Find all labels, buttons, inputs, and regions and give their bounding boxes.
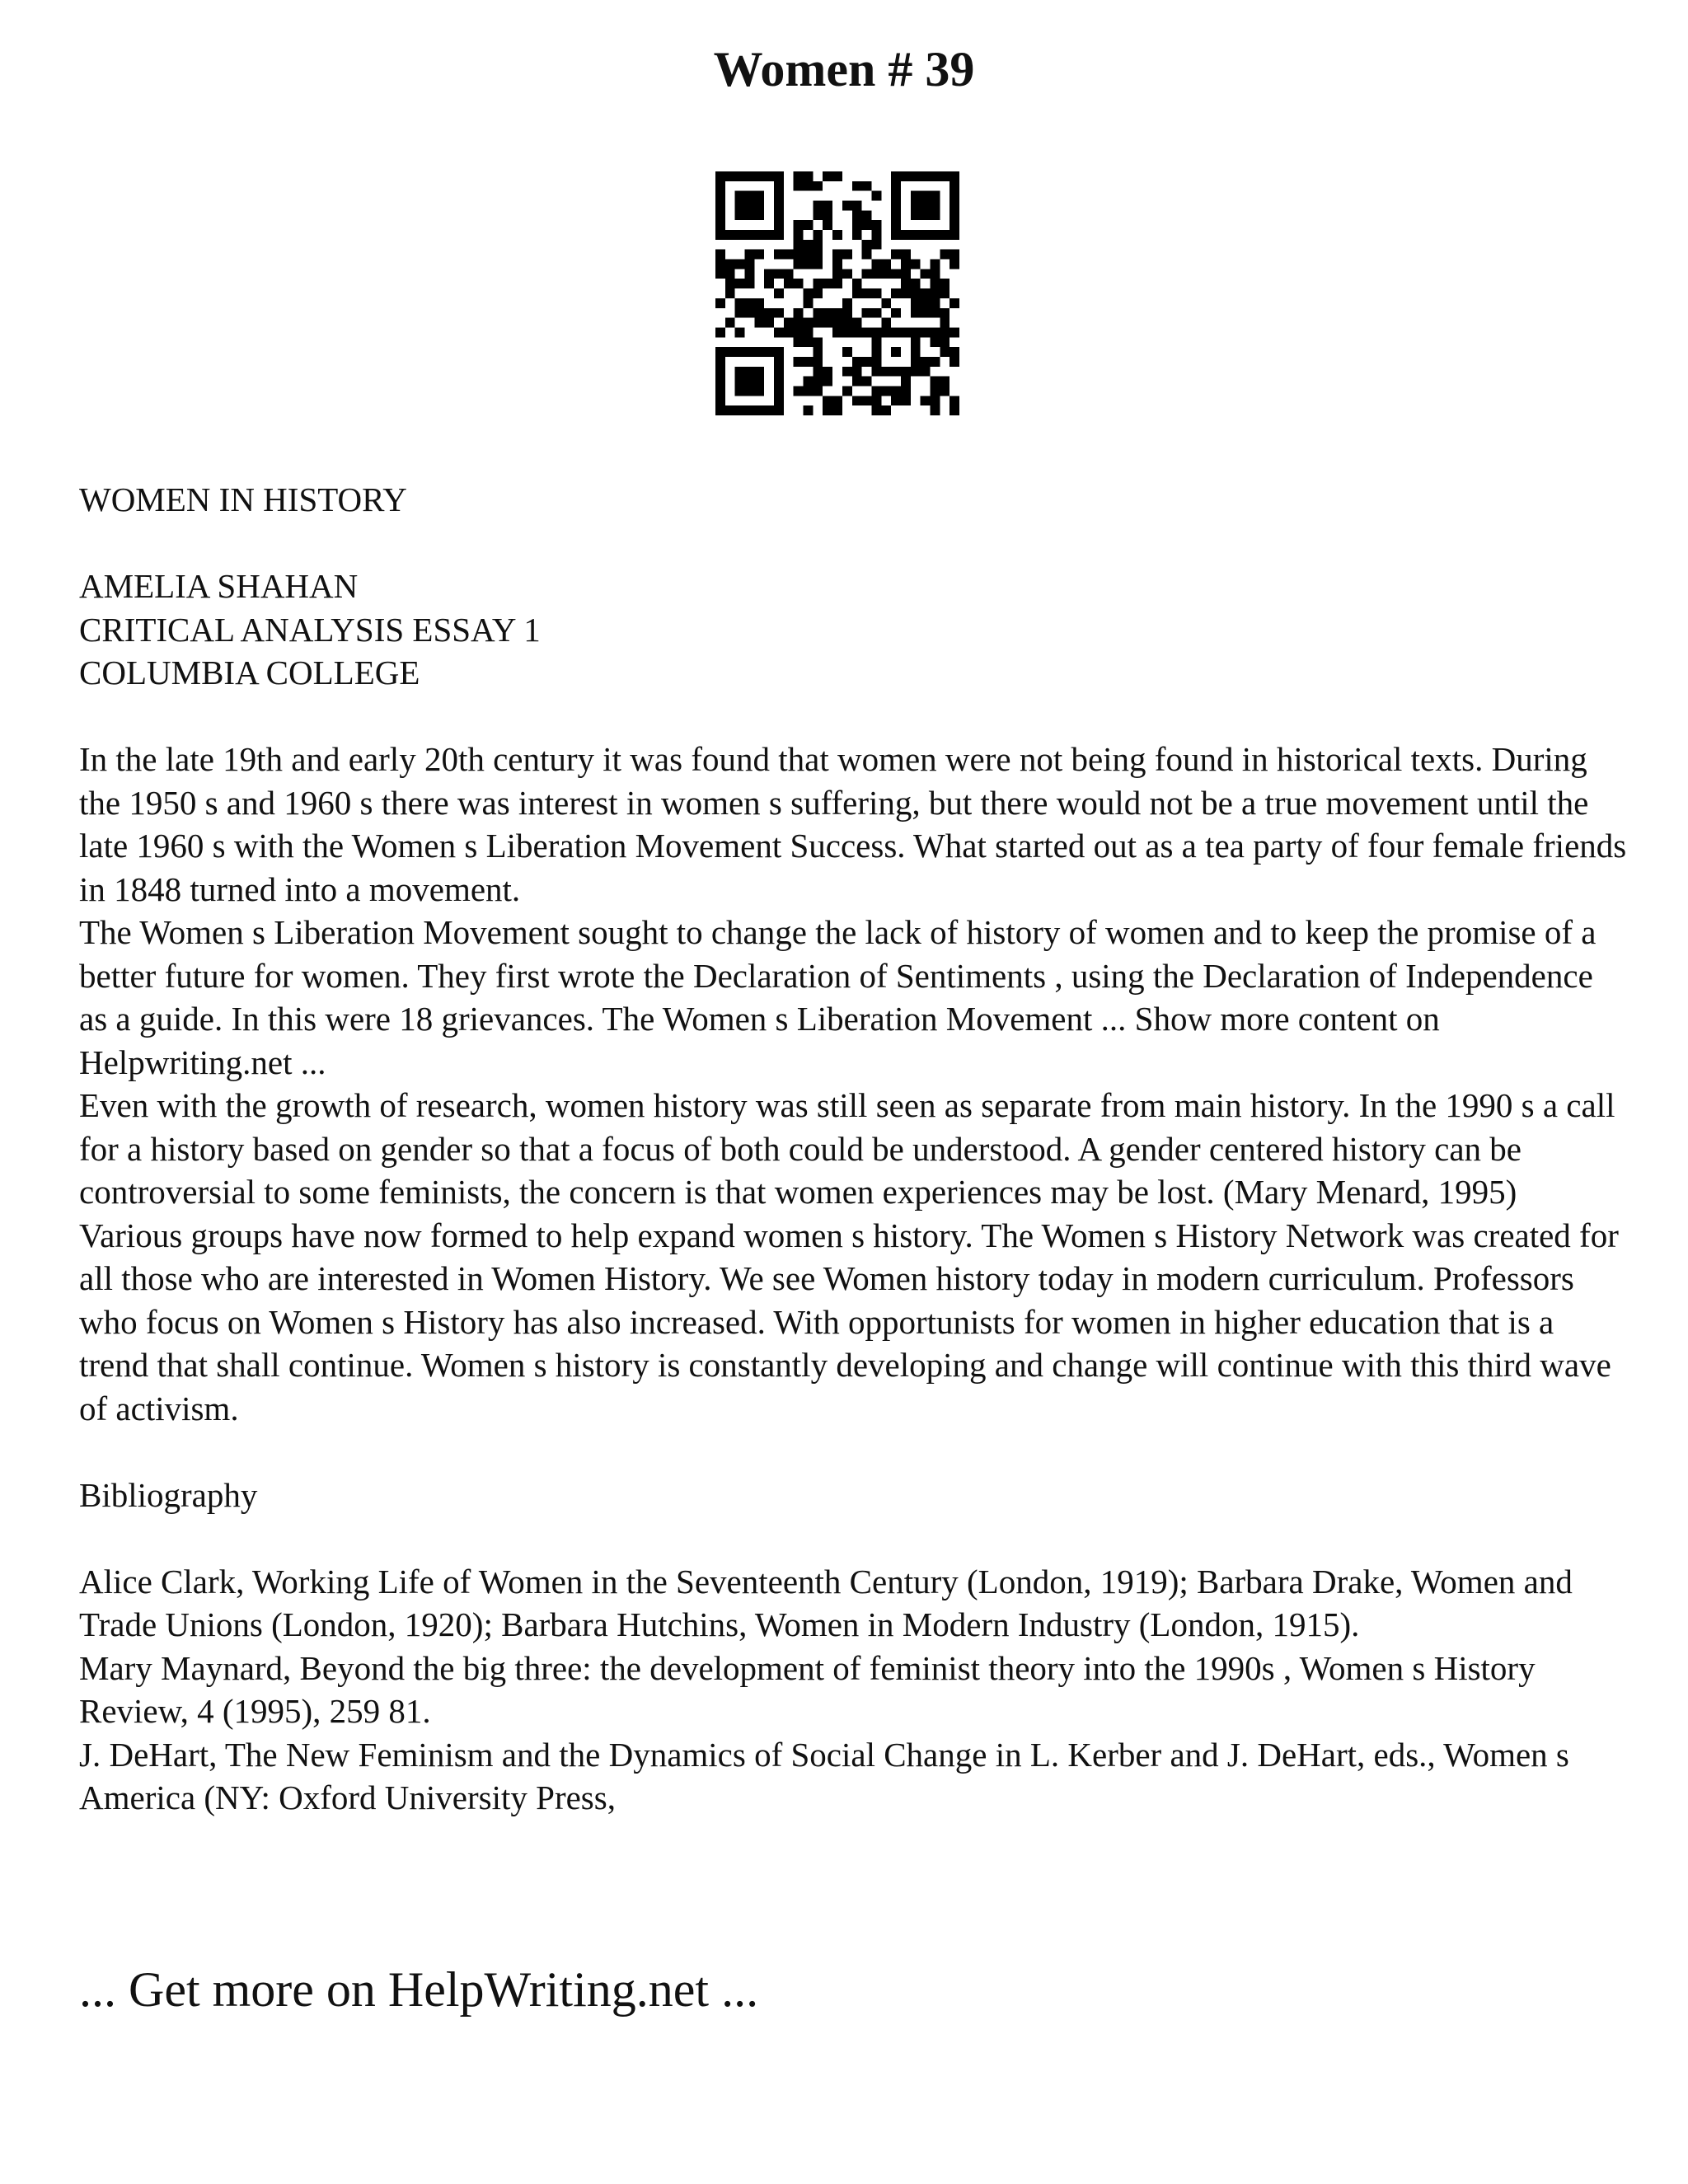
essay-label: CRITICAL ANALYSIS ESSAY 1 — [79, 610, 541, 649]
document-title: Women # 39 — [713, 42, 975, 96]
paragraph: Various groups have now formed to help expand women s history. The Women s History Network was created for all those who are interested in Women History. We see Women history today in modern curriculum. Professors who focus on Women s History has also increased. With opportunists for women in higher education that is a trend that shall continue. Women s history is constantly developing and change will continue with this third wave of activism. — [79, 1216, 1619, 1427]
institution-name: COLUMBIA COLLEGE — [79, 654, 420, 691]
essay-body — [79, 478, 1629, 1820]
get-more-link[interactable]: ... Get more on HelpWriting.net ... — [79, 1962, 759, 2017]
essay-heading: WOMEN IN HISTORY — [79, 480, 407, 518]
paragraph: The Women s Liberation Movement sought to change the lack of history of women and to keep the promise of a better future for women. They first wrote the Declaration of Sentiments , using the Declaration of Independence as a guide. In this were 18 grievances. The Women s Liberation Movement ... Show more content on Helpwriting.net ... — [79, 913, 1597, 1081]
bibliography-entry: Mary Maynard, Beyond the big three: the development of feminist theory into the 1990s , Women s History Review, 4 (1995), 259 81. — [79, 1648, 1536, 1730]
author-name: AMELIA SHAHAN — [79, 567, 359, 605]
qr-code-icon — [715, 171, 959, 415]
bibliography-entry: J. DeHart, The New Feminism and the Dynamics of Social Change in L. Kerber and J. DeHart, eds., Women s America (NY: Oxford University Press, — [79, 1735, 1569, 1816]
bibliography-heading: Bibliography — [79, 1475, 258, 1514]
paragraph: Even with the growth of research, women history was still seen as separate from main history. In the 1990 s a call for a history based on gender so that a focus of both could be understood. A gender centered history can be controversial to some feminists, the concern is that women experiences may be lost. (Mary Menard, 1995) — [79, 1086, 1615, 1211]
paragraph: In the late 19th and early 20th century it was found that women were not being found in historical texts. During the 1950 s and 1960 s there was interest in women s suffering, but there would not be a true movement until the late 1960 s with the Women s Liberation Movement Success. What started out as a tea party of four female friends in 1848 turned into a movement. — [79, 740, 1627, 908]
bibliography-entry: Alice Clark, Working Life of Women in the Seventeenth Century (London, 1919); Barbara Drake, Women and Trade Unions (London, 1920); Barbara Hutchins, Women in Modern Industry (London, 1915). — [79, 1562, 1573, 1643]
